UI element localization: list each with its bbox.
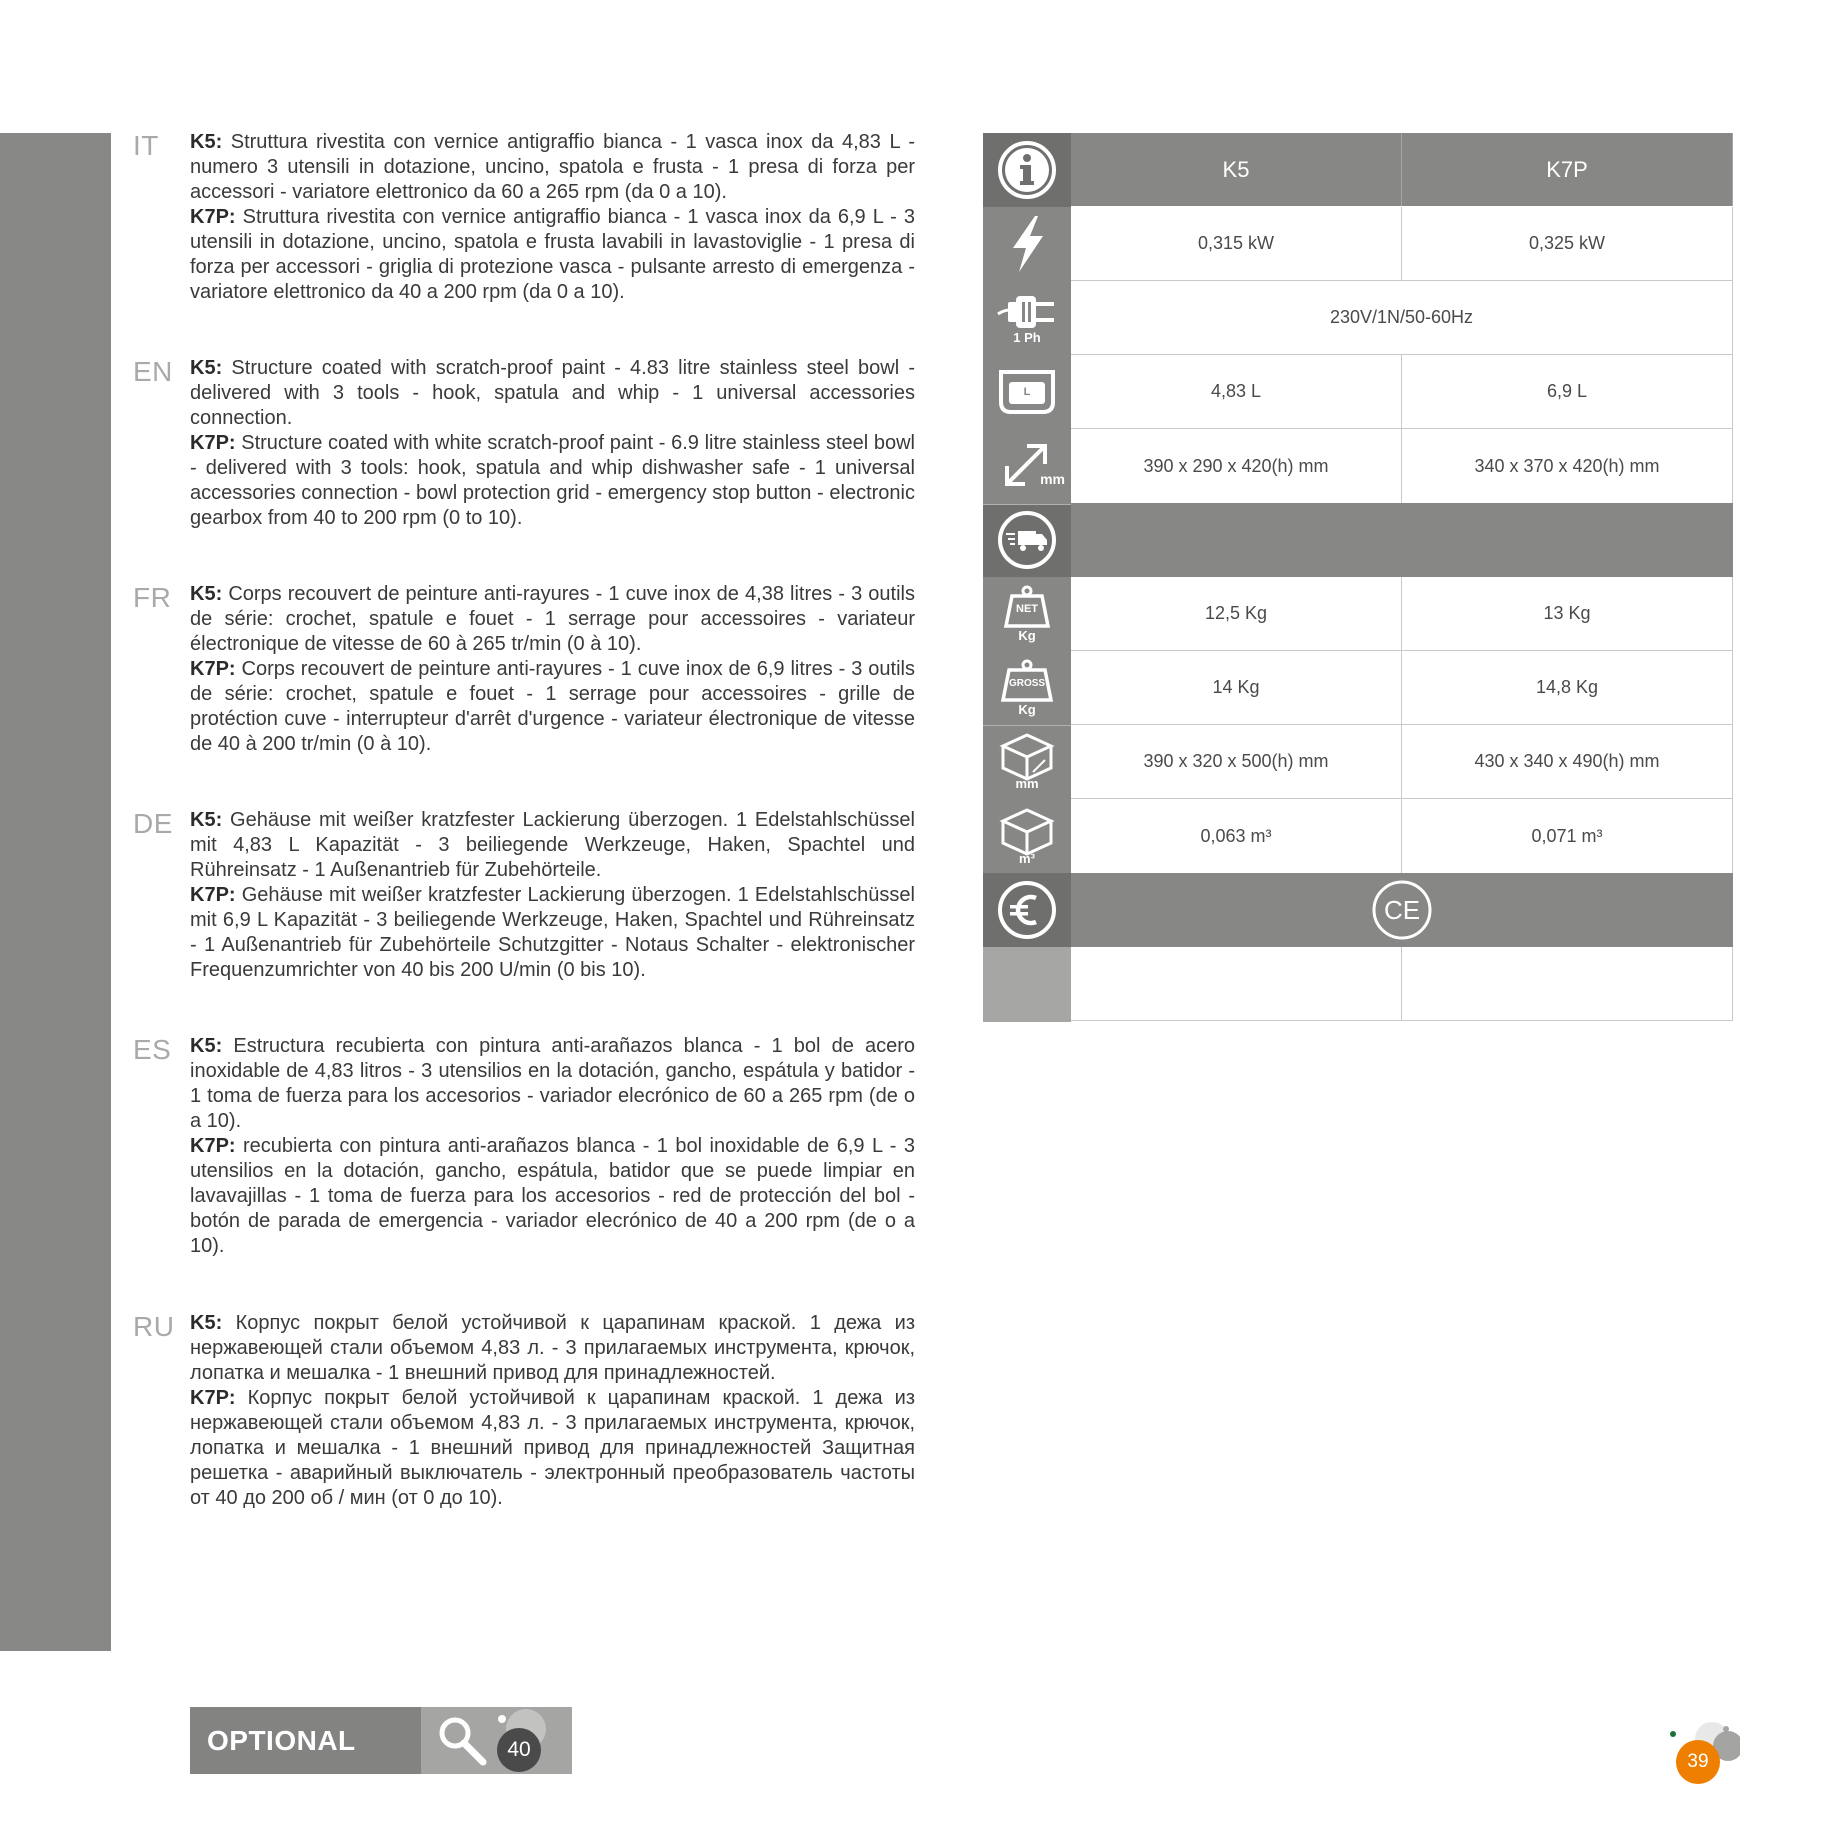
- dimensions-icon: [983, 429, 1071, 505]
- model-k5-header: K5: [1071, 133, 1402, 206]
- k7p-text: Struttura rivestita con vernice antigraffio bianca - 1 vasca inox da 6,9 L - 3 utensili in dotazione, uncino, spatola e frusta lavabili in lavastoviglie - 1 presa di forza per accessori - griglia di protezione vasca - pulsante arresto di emergenza - variatore elettronico da 40 a 200 rpm (da 0 a 10).: [190, 206, 915, 303]
- k7p-text: Gehäuse mit weißer kratzfester Lackierung überzogen. 1 Edelstahlschüssel mit 6,9 L Kapazität - 3 beiliegende Werkzeuge, Haken, Spachtel und Rühreinsatz - 1 Außenantrieb für Zubehörteile Schutzgitter - Notaus Schalter - elektronischer Frequenzumrichter von 40 bis 200 U/min (0 bis 10).: [190, 884, 915, 981]
- gross-label: GROSS: [1008, 678, 1046, 689]
- optional-search-area: [421, 1707, 572, 1774]
- k7p-label: K7P:: [190, 1387, 236, 1409]
- k5-text: Corps recouvert de peinture anti-rayures - 1 cuve inox de 4,38 litres - 3 outils de série: crochet, spatule e fouet - 1 serrage pour accessoires - variateur électronique de vitesse de 60 à 265 tr/min (0 à 10).: [190, 583, 915, 655]
- net-weight-k5: 12,5 Kg: [1071, 577, 1402, 650]
- spec-header-row: [983, 133, 1733, 207]
- price-icon-cell: [983, 947, 1071, 1022]
- lightning-icon: [983, 207, 1071, 282]
- description-es: [133, 1034, 915, 1259]
- spec-row-ce: [983, 873, 1733, 947]
- lang-code: IT: [133, 130, 159, 161]
- voltage-value: 230V/1N/50-60Hz: [1071, 281, 1733, 354]
- package-dimensions-icon: [983, 725, 1071, 800]
- shipping-band: [1071, 503, 1733, 577]
- spec-row-dimensions: [983, 429, 1733, 503]
- net-unit: Kg: [1018, 628, 1036, 644]
- magnifier-icon: [421, 1707, 572, 1774]
- bowl-icon: [983, 355, 1071, 430]
- spec-row-pack-dimensions: [983, 725, 1733, 799]
- k5-label: K5:: [190, 583, 223, 605]
- k5-text: Корпус покрыт белой устойчивой к царапинам краской. 1 дежа из нержавеющей стали объемом 4,83 л. - 3 прилагаемых инструмента, крючок, лопатка и мешалка - 1 внешний привод для принадлежностей.: [190, 1312, 915, 1384]
- lang-code: FR: [133, 582, 172, 613]
- gross-weight-k5: 14 Kg: [1071, 651, 1402, 724]
- description-ru: [133, 1311, 915, 1511]
- k5-text: Struttura rivestita con vernice antigraffio bianca - 1 vasca inox da 4,83 L - numero 3 utensili in dotazione, uncino, spatola e frusta - 1 presa di forza per accessori - variatore elettronico da 60 a 265 rpm (da 0 a 10).: [190, 131, 915, 203]
- optional-label: OPTIONAL: [207, 1724, 356, 1756]
- spec-row-power: [983, 207, 1733, 281]
- lang-code: EN: [133, 356, 173, 387]
- pack-volume-k5: 0,063 m³: [1071, 799, 1402, 873]
- side-band: [0, 133, 111, 1651]
- spec-row-pack-volume: [983, 799, 1733, 873]
- k7p-text: recubierta con pintura anti-arañazos blanca - 1 bol inoxidable de 6,9 L - 3 utensilios en la dotación, gancho, espátula, batidor que se puede limpiar en lavavajillas - 1 toma de fuerza para los accesorios - red de protección del bol - botón de parada de emergencia - variador elecrónico de 40 a 200 rpm (de o a 10).: [190, 1135, 915, 1257]
- spec-table: [983, 133, 1733, 1021]
- package-volume-icon: [983, 799, 1071, 875]
- k5-text: Gehäuse mit weißer kratzfester Lackierung überzogen. 1 Edelstahlschüssel mit 4,83 L Kapazität - 3 beiliegende Werkzeuge, Haken, Spachtel und Rühreinsatz - 1 Außenantrieb für Zubehörteile.: [190, 809, 915, 881]
- net-weight-k7p: 13 Kg: [1402, 577, 1733, 650]
- volume-unit: m³: [1019, 850, 1035, 866]
- spec-row-capacity: [983, 355, 1733, 429]
- gross-weight-icon: [983, 651, 1071, 726]
- lang-code: DE: [133, 808, 173, 839]
- net-label: NET: [1016, 603, 1038, 615]
- gross-weight-k7p: 14,8 Kg: [1402, 651, 1733, 724]
- pack-unit: mm: [1015, 776, 1039, 792]
- optional-page-number[interactable]: 40: [497, 1728, 541, 1772]
- pack-volume-k7p: 0,071 m³: [1402, 799, 1733, 873]
- power-k7p: 0,325 kW: [1402, 207, 1733, 280]
- k5-label: K5:: [190, 131, 223, 153]
- plug-icon: [983, 281, 1071, 356]
- description-en: [133, 356, 915, 531]
- k5-text: Structure coated with scratch-proof paint - 4.83 litre stainless steel bowl - delivered with 3 tools - hook, spatula and whip - 1 universal accessories connection.: [190, 357, 915, 429]
- euro-icon: [983, 873, 1071, 949]
- ce-band: [1071, 873, 1733, 947]
- price-k7p: [1402, 947, 1733, 1020]
- spec-row-gross-weight: [983, 651, 1733, 725]
- k7p-label: K7P:: [190, 432, 236, 454]
- k7p-label: K7P:: [190, 1135, 236, 1157]
- plug-label: 1 Ph: [1013, 330, 1041, 346]
- model-k7p-header: K7P: [1402, 133, 1733, 206]
- k5-label: K5:: [190, 357, 223, 379]
- bowl-label: L: [1023, 386, 1031, 398]
- k7p-text: Корпус покрыт белой устойчивой к царапинам краской. 1 дежа из нержавеющей стали объемом 4,83 л. - 3 прилагаемых инструмента, крючок, лопатка и мешалка - 1 внешний привод для принадлежностей Защитная решетка - аварийный выключатель - электронный преобразователь частоты от 40 до 200 об / мин (от 0 до 10).: [190, 1387, 915, 1509]
- capacity-k5: 4,83 L: [1071, 355, 1402, 428]
- k7p-label: K7P:: [190, 658, 236, 680]
- description-fr: [133, 582, 915, 757]
- spec-row-shipping: [983, 503, 1733, 577]
- info-icon: [983, 133, 1071, 208]
- lang-code: RU: [133, 1311, 175, 1342]
- lang-code: ES: [133, 1034, 172, 1065]
- k5-text: Estructura recubierta con pintura anti-arañazos blanca - 1 bol de acero inoxidable de 4,83 litros - 3 utensilios en la dotación, gancho, espátula y batidor - 1 toma de fuerza para los accesorios - variador elecrónico de 60 a 265 rpm (de o a 10).: [190, 1035, 915, 1132]
- k7p-text: Structure coated with white scratch-proof paint - 6.9 litre stainless steel bowl - delivered with 3 tools: hook, spatula and whip dishwasher safe - 1 universal accessories connection - bowl protection grid - emergency stop button - electronic gearbox from 40 to 200 rpm (0 to 10).: [190, 432, 915, 529]
- pack-dimensions-k7p: 430 x 340 x 490(h) mm: [1402, 725, 1733, 798]
- spec-row-price: [983, 947, 1733, 1021]
- price-k5: [1071, 947, 1402, 1020]
- page-number: 39: [1676, 1740, 1720, 1784]
- ce-mark-icon: [1371, 879, 1433, 941]
- k5-label: K5:: [190, 1035, 223, 1057]
- description-de: [133, 808, 915, 983]
- shipping-truck-icon: [983, 503, 1071, 579]
- ce-mark: CE: [1383, 895, 1421, 925]
- spec-row-net-weight: [983, 577, 1733, 651]
- power-k5: 0,315 kW: [1071, 207, 1402, 280]
- gross-unit: Kg: [1018, 702, 1036, 718]
- dimensions-k5: 390 x 290 x 420(h) mm: [1071, 429, 1402, 503]
- spec-row-voltage: [983, 281, 1733, 355]
- k7p-text: Corps recouvert de peinture anti-rayures - 1 cuve inox de 6,9 litres - 3 outils de série: crochet, spatule e fouet - 1 serrage pour accessoires - grille de protéction cuve - interrupteur d'arrêt d'urgence - variateur électronique de vitesse de 40 à 200 tr/min (0 à 10).: [190, 658, 915, 755]
- capacity-k7p: 6,9 L: [1402, 355, 1733, 428]
- k7p-label: K7P:: [190, 206, 236, 228]
- pack-dimensions-k5: 390 x 320 x 500(h) mm: [1071, 725, 1402, 798]
- net-weight-icon: [983, 577, 1071, 652]
- k5-label: K5:: [190, 809, 223, 831]
- dimensions-k7p: 340 x 370 x 420(h) mm: [1402, 429, 1733, 503]
- dimensions-unit: mm: [1040, 471, 1065, 487]
- description-it: [133, 130, 915, 305]
- k5-label: K5:: [190, 1312, 223, 1334]
- k7p-label: K7P:: [190, 884, 236, 906]
